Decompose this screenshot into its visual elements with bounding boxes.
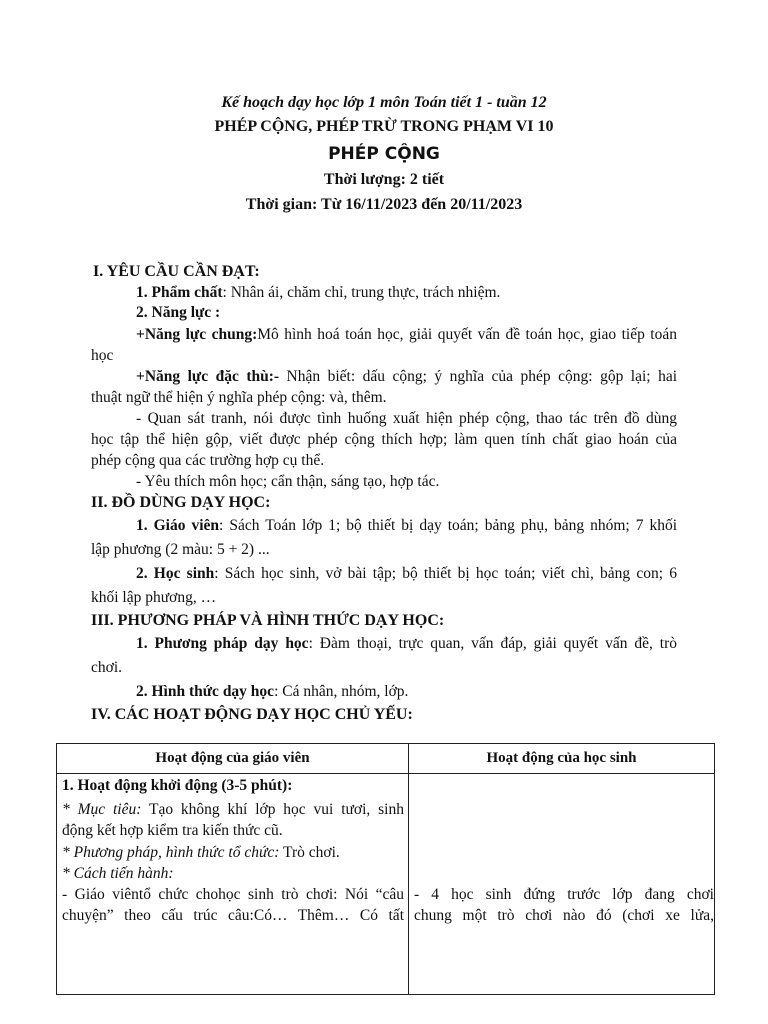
goal-cont: động kết hợp kiểm tra kiến thức cũ.	[62, 822, 283, 839]
section-3-heading: III. PHƯƠNG PHÁP VÀ HÌNH THỨC DẠY HỌC:	[91, 612, 445, 629]
teacher-materials-cont: lập phương (2 màu: 5 + 2) ...	[91, 541, 270, 558]
method-org-line: * Phương pháp, hình thức tổ chức: Trò chơi.	[62, 844, 340, 861]
document-subtitle: Kế hoạch dạy học lớp 1 môn Toán tiết 1 - tuần 12	[221, 94, 547, 111]
observe-line-3: phép cộng qua các trường hợp cụ thể.	[91, 452, 325, 469]
teacher-activity-cell	[57, 774, 409, 995]
lesson-title: PHÉP CỘNG	[328, 144, 440, 164]
quality-line: 1. Phẩm chất: Nhân ái, chăm chỉ, trung thực, trách nhiệm.	[136, 284, 501, 301]
steps-label: * Cách tiến hành:	[62, 865, 174, 882]
teacher-column-header: Hoạt động của giáo viên	[57, 744, 409, 774]
general-competency-cont: học	[91, 347, 114, 364]
lesson-dates: Thời gian: Từ 16/11/2023 đến 20/11/2023	[245, 196, 523, 213]
step-line-2: chuyện” theo cấu trúc câu:Có… Thêm… Có tất	[62, 907, 404, 924]
section-2-heading: II. ĐỒ DÙNG DẠY HỌC:	[91, 494, 271, 511]
chapter-title: PHÉP CỘNG, PHÉP TRỪ TRONG PHẠM VI 10	[214, 118, 554, 135]
student-materials-cont: khối lập phương, …	[91, 589, 217, 606]
method-line: 1. Phương pháp dạy học: Đàm thoại, trực quan, vấn đáp, giải quyết vấn đề, trò	[136, 635, 677, 652]
teacher-materials-line: 1. Giáo viên: Sách Toán lớp 1; bộ thiết bị dạy toán; bảng phụ, bảng nhóm; 7 khối	[136, 517, 678, 534]
student-line-2: chung một trò chơi nào đó (chơi xe lửa,	[414, 907, 714, 924]
step-line-1: - Giáo viêntổ chức chohọc sinh trò chơi: Nói “câu	[62, 886, 404, 903]
activities-table	[56, 743, 715, 995]
observe-line-1: - Quan sát tranh, nói được tình huống xuất hiện phép cộng, thao tác trên đồ dùng	[136, 410, 677, 427]
student-activity-cell	[409, 774, 715, 995]
specific-competency-line: +Năng lực đặc thù:- Nhận biết: dấu cộng; ý nghĩa của phép cộng: gộp lại; hai	[136, 368, 678, 385]
competency-heading: 2. Năng lực :	[136, 304, 221, 321]
table-header-row	[57, 744, 715, 774]
goal-line: * Mục tiêu: Tạo không khí lớp học vui tươi, sinh	[62, 801, 404, 818]
section-1-heading: I. YÊU CẦU CẦN ĐẠT:	[93, 263, 260, 280]
student-materials-line: 2. Học sinh: Sách học sinh, vở bài tập; bộ thiết bị học toán; viết chì, bảng con; 6	[136, 565, 677, 582]
general-competency-line: +Năng lực chung:Mô hình hoá toán học, giải quyết vấn đề toán học, giao tiếp toán	[136, 326, 677, 343]
section-4-heading: IV. CÁC HOẠT ĐỘNG DẠY HỌC CHỦ YẾU:	[91, 706, 413, 723]
student-line-1: - 4 học sinh đứng trước lớp đang chơi	[414, 886, 714, 903]
lesson-duration: Thời lượng: 2 tiết	[323, 171, 445, 188]
student-column-header: Hoạt động của học sinh	[409, 744, 715, 774]
form-line: 2. Hình thức dạy học: Cá nhân, nhóm, lớp.	[136, 683, 409, 700]
table-row	[57, 774, 715, 995]
attitude-line: - Yêu thích môn học; cẩn thận, sáng tạo, hợp tác.	[136, 473, 440, 490]
observe-line-2: học tập thể hiện gộp, viết được phép cộng thích hợp; làm quen tính chất giao hoán của	[91, 431, 677, 448]
method-cont: chơi.	[91, 659, 123, 676]
warmup-heading: 1. Hoạt động khởi động (3-5 phút):	[62, 777, 293, 794]
specific-competency-cont: thuật ngữ thể hiện ý nghĩa phép cộng: và, thêm.	[91, 389, 387, 406]
